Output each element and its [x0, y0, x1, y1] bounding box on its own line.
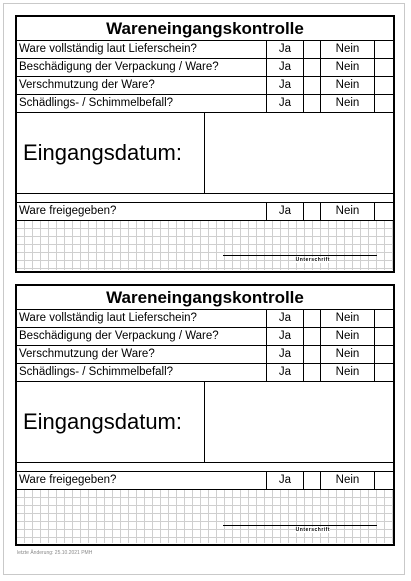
signature-label: Unterschrift — [295, 257, 330, 263]
no-label: Nein — [321, 59, 375, 76]
signature-line — [223, 525, 377, 526]
question-label: Schädlings- / Schimmelbefall? — [17, 364, 267, 381]
question-row — [17, 77, 393, 95]
no-label: Nein — [321, 364, 375, 381]
question-row — [17, 328, 393, 346]
no-label: Nein — [321, 77, 375, 94]
no-checkbox[interactable] — [375, 328, 393, 345]
date-label: Eingangsdatum: — [17, 382, 205, 462]
no-checkbox[interactable] — [375, 59, 393, 76]
yes-label: Ja — [267, 59, 304, 76]
yes-label: Ja — [267, 203, 304, 220]
question-label: Verschmutzung der Ware? — [17, 77, 267, 94]
question-label: Beschädigung der Verpackung / Ware? — [17, 59, 267, 76]
signature-label: Unterschrift — [295, 527, 330, 533]
date-field[interactable] — [205, 113, 393, 193]
no-checkbox[interactable] — [375, 310, 393, 327]
signature-line — [223, 255, 377, 256]
question-row — [17, 41, 393, 59]
signature-area[interactable] — [17, 490, 393, 543]
yes-checkbox[interactable] — [304, 472, 321, 489]
no-checkbox[interactable] — [375, 77, 393, 94]
yes-checkbox[interactable] — [304, 59, 321, 76]
no-checkbox[interactable] — [375, 95, 393, 112]
question-label: Beschädigung der Verpackung / Ware? — [17, 328, 267, 345]
no-checkbox[interactable] — [375, 41, 393, 58]
no-checkbox[interactable] — [375, 472, 393, 489]
yes-checkbox[interactable] — [304, 95, 321, 112]
release-row — [17, 472, 393, 490]
no-label: Nein — [321, 328, 375, 345]
yes-checkbox[interactable] — [304, 310, 321, 327]
question-label: Ware vollständig laut Lieferschein? — [17, 310, 267, 327]
release-label: Ware freigegeben? — [17, 203, 267, 220]
yes-checkbox[interactable] — [304, 364, 321, 381]
question-row — [17, 364, 393, 382]
no-label: Nein — [321, 472, 375, 489]
yes-checkbox[interactable] — [304, 77, 321, 94]
no-checkbox[interactable] — [375, 346, 393, 363]
yes-label: Ja — [267, 310, 304, 327]
date-section — [17, 113, 393, 194]
question-label: Ware vollständig laut Lieferschein? — [17, 41, 267, 58]
form-title: Wareneingangskontrolle — [17, 17, 393, 41]
yes-label: Ja — [267, 77, 304, 94]
question-row — [17, 310, 393, 328]
yes-label: Ja — [267, 364, 304, 381]
release-row — [17, 203, 393, 221]
yes-label: Ja — [267, 346, 304, 363]
question-label: Schädlings- / Schimmelbefall? — [17, 95, 267, 112]
question-row — [17, 95, 393, 113]
date-label: Eingangsdatum: — [17, 113, 205, 193]
yes-label: Ja — [267, 95, 304, 112]
spacer-row — [17, 463, 393, 472]
inspection-form-1 — [15, 15, 395, 273]
no-label: Nein — [321, 310, 375, 327]
question-row — [17, 346, 393, 364]
footer-note: letzte Änderung: 25.10.2021 PMH — [17, 550, 93, 556]
yes-checkbox[interactable] — [304, 328, 321, 345]
spacer-row — [17, 194, 393, 203]
no-label: Nein — [321, 41, 375, 58]
question-row — [17, 59, 393, 77]
release-label: Ware freigegeben? — [17, 472, 267, 489]
question-label: Verschmutzung der Ware? — [17, 346, 267, 363]
date-section — [17, 382, 393, 463]
inspection-form-2 — [15, 284, 395, 546]
no-label: Nein — [321, 346, 375, 363]
signature-area[interactable] — [17, 221, 393, 270]
yes-label: Ja — [267, 328, 304, 345]
yes-checkbox[interactable] — [304, 346, 321, 363]
no-checkbox[interactable] — [375, 364, 393, 381]
no-label: Nein — [321, 203, 375, 220]
form-title: Wareneingangskontrolle — [17, 286, 393, 310]
yes-checkbox[interactable] — [304, 41, 321, 58]
no-checkbox[interactable] — [375, 203, 393, 220]
yes-label: Ja — [267, 41, 304, 58]
date-field[interactable] — [205, 382, 393, 462]
no-label: Nein — [321, 95, 375, 112]
yes-checkbox[interactable] — [304, 203, 321, 220]
yes-label: Ja — [267, 472, 304, 489]
